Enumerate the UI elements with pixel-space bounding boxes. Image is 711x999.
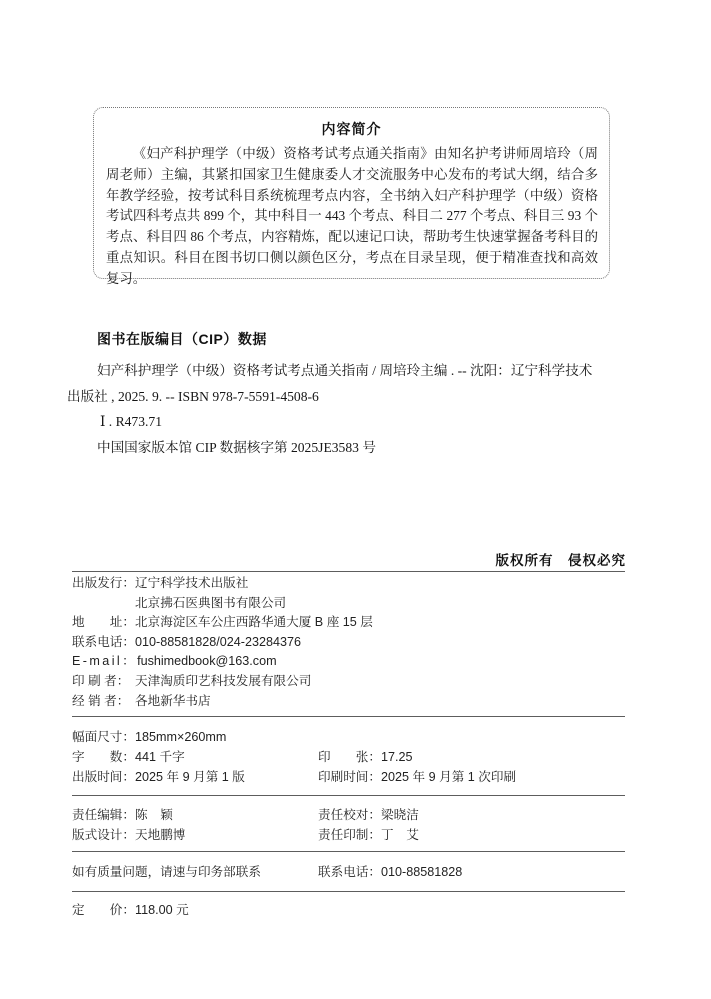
cip-title: 图书在版编目（CIP）数据 [97,331,267,347]
quality-block [72,863,632,883]
field-label: 幅面尺寸： [72,730,135,744]
intro-box [93,107,610,286]
publisher-row [72,613,632,633]
divider [72,571,625,572]
price-block [72,901,632,921]
field-label: 联系电话： [72,634,135,649]
cip-record-line-1: 妇产科护理学（中级）资格考试考点通关指南 / 周培玲主编 . -- 沈阳：辽宁科学技术 [97,363,593,378]
field-label: 出版发行： [72,576,135,590]
field-label: 字 数： [72,749,135,764]
specs-block [72,728,632,788]
field-value: 丁 艾 [381,828,419,843]
specs-cell [318,768,516,788]
publisher-row [72,672,632,692]
intro-body: 《妇产科护理学（中级）资格考试考点通关指南》由知名护考讲师周培玲（周周老师）主编，其紧扣国家卫生健康委人才交流服务中心发布的考试大纲，结合多年教学经验，按考试科目系统梳理考点内容，全书纳入妇产科护理学（中级）资格考试四科考点共 899 个，其中科目一 443 个考点、科目二 277 个考点、科目三 93 个考点、科目四 86 个考点，内容精炼，配以速记口诀，帮助考生快速掌握备考科目的重点知识。科目在图书切口侧以颜色区分，考点在目录呈现，便于精准查找和高效复习。 [106,146,598,286]
field-value: 441 千字 [135,749,185,764]
specs-row [72,748,632,768]
field-value: 各地新华书店 [135,693,211,708]
publisher-block [72,574,632,711]
field-value: 天地鹏博 [135,828,186,843]
field-label: 版式设计： [72,828,135,843]
field-value: 185mm×260mm [135,730,227,744]
divider [72,851,625,852]
credits-row [72,805,632,825]
specs-row [72,728,632,748]
divider [72,795,625,796]
credits-block [72,805,632,845]
field-value: 陈 颖 [135,808,173,822]
price-row [72,901,632,921]
field-label: 经 销 者： [72,693,130,708]
field-value: 辽宁科学技术出版社 [135,576,249,590]
publisher-row [72,652,632,672]
credits-cell [318,805,419,825]
credits-row [72,825,632,845]
field-label: 联系电话： [318,865,381,879]
field-value: 2025 年 9 月第 1 版 [135,769,245,784]
field-value: fushimedbook@163.com [137,654,277,669]
field-label: 定 价： [72,903,135,917]
publisher-row [72,633,632,653]
field-label: 出版时间： [72,769,135,784]
cip-section [67,329,592,460]
cip-record-line-2: 出版社 , 2025. 9. -- ISBN 978-7-5591-4508-6 [67,388,319,404]
field-value: 北京海淀区车公庄西路华通大厦 B 座 15 层 [135,615,373,630]
field-value: 天津淘质印艺科技发展有限公司 [135,673,312,688]
cip-classification: Ⅰ . R473.71 [100,414,163,429]
field-label: E-mail： [72,654,138,669]
field-label: 责任印制： [318,828,381,843]
divider [72,891,625,892]
field-label: 责任编辑： [72,808,135,822]
field-label: 印 张： [318,749,381,764]
publisher-row [72,692,632,712]
field-value: 梁晓洁 [381,808,419,822]
copyright-notice: 版权所有 侵权必究 [495,553,626,568]
cip-registration: 中国国家版本馆 CIP 数据核字第 2025JE3583 号 [97,439,376,455]
divider [72,716,625,717]
publisher-row [72,574,632,594]
field-label: 印刷时间： [318,769,381,784]
field-label: 责任校对： [318,808,381,822]
field-value: 17.25 [381,749,413,764]
field-label: 地 址： [72,615,135,630]
intro-title: 内容简介 [321,121,382,137]
quality-row [72,863,632,883]
field-label: 印 刷 者： [72,673,130,688]
quality-notice: 如有质量问题，请速与印务部联系 [72,865,261,879]
publisher-row [72,594,632,614]
specs-row [72,768,632,788]
specs-cell [318,748,413,768]
field-value: 2025 年 9 月第 1 次印刷 [381,769,517,784]
field-value: 010-88581828/024-23284376 [135,634,301,649]
quality-phone [318,863,462,883]
credits-cell [318,825,419,845]
field-value: 010-88581828 [381,865,463,879]
field-value: 118.00 元 [135,903,189,917]
field-value: 北京拂石医典图书有限公司 [135,595,287,610]
